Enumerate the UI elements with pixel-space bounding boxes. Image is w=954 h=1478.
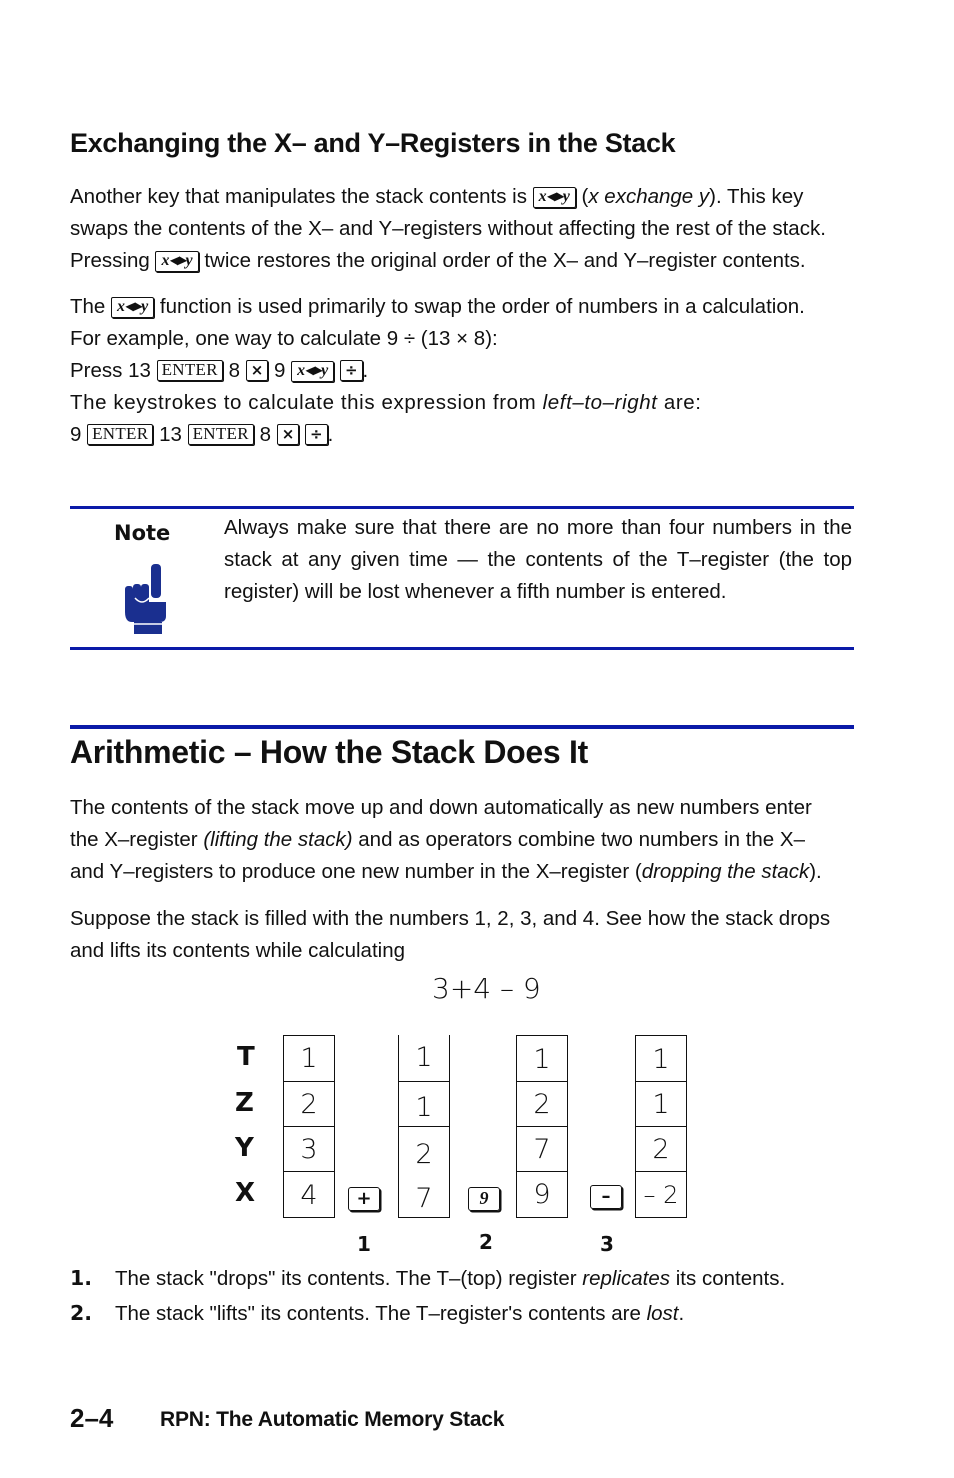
paragraph bbox=[70, 903, 870, 967]
stack-cell: 1 bbox=[398, 1035, 450, 1082]
xy-swap-key: x◂▸y bbox=[111, 297, 154, 318]
xy-swap-key: x◂▸y bbox=[291, 361, 334, 382]
enter-key: ENTER bbox=[157, 360, 223, 381]
step-number: 2 bbox=[479, 1230, 493, 1254]
text-line: and lifts its contents while calculating bbox=[70, 939, 406, 962]
stack-cell: 1 bbox=[283, 1035, 335, 1082]
minus-key: – bbox=[590, 1185, 622, 1209]
text-line: For example, one way to calculate 9 ÷ (13 × 8): bbox=[70, 327, 498, 350]
text-line: and Y–registers to produce one new number in the X–register (dropping the stack). bbox=[70, 860, 822, 883]
xy-swap-key: x◂▸y bbox=[533, 187, 576, 208]
section-heading: Exchanging the X– and Y–Registers in the Stack bbox=[70, 128, 676, 158]
note-top-rule bbox=[70, 506, 854, 509]
paragraph bbox=[70, 792, 870, 888]
keystroke-line: 9 ENTER 13 ENTER 8 × ÷ . bbox=[70, 423, 334, 446]
text-line: Pressing x◂▸y twice restores the original order of the X– and Y–register contents. bbox=[70, 249, 806, 272]
stack-cell: 1 bbox=[516, 1035, 568, 1082]
text-line: Suppose the stack is filled with the numbers 1, 2, 3, and 4. See how the stack drops bbox=[70, 907, 831, 930]
stack-cell: 1 bbox=[635, 1081, 687, 1127]
text-line: The x◂▸y function is used primarily to swap the order of numbers in a calculation. bbox=[70, 295, 805, 318]
register-label-z: Z bbox=[235, 1088, 254, 1118]
stack-cell: 9 bbox=[516, 1171, 568, 1218]
nine-key: 9 bbox=[468, 1187, 500, 1211]
step-number: 1 bbox=[357, 1232, 371, 1256]
register-label-x: X bbox=[235, 1178, 256, 1208]
multiply-key: × bbox=[246, 360, 269, 381]
list-number: 1. bbox=[70, 1266, 93, 1290]
stack-cell: 2 bbox=[635, 1126, 687, 1172]
step-number: 3 bbox=[600, 1232, 614, 1256]
text-line: The contents of the stack move up and down automatically as new numbers enter bbox=[70, 796, 812, 819]
section-rule bbox=[70, 725, 854, 729]
page-number: 2–4 bbox=[70, 1403, 114, 1433]
stack-cell: – 2 bbox=[635, 1171, 687, 1218]
text-line: Another key that manipulates the stack contents is x◂▸y (x exchange y). This key bbox=[70, 185, 804, 208]
enter-key: ENTER bbox=[188, 424, 254, 445]
stack-cell: 4 bbox=[283, 1171, 335, 1218]
stack-cell: 2 bbox=[516, 1081, 568, 1127]
divide-key: ÷ bbox=[340, 360, 363, 381]
section-heading: Arithmetic – How the Stack Does It bbox=[70, 734, 588, 770]
expression: 3+4 – 9 bbox=[432, 972, 541, 1005]
paragraph bbox=[70, 181, 870, 277]
xy-swap-key: x◂▸y bbox=[155, 251, 198, 272]
footer-title: RPN: The Automatic Memory Stack bbox=[160, 1408, 505, 1431]
paragraph bbox=[70, 291, 870, 451]
text-line: The keystrokes to calculate this expression from left–to–right are: bbox=[70, 391, 702, 414]
stack-cell: 7 bbox=[398, 1171, 450, 1218]
stack-cell: 7 bbox=[516, 1126, 568, 1172]
stack-cell: 2 bbox=[398, 1126, 450, 1172]
text-line: the X–register (lifting the stack) and as operators combine two numbers in the X– bbox=[70, 828, 805, 851]
stack-cell: 2 bbox=[283, 1081, 335, 1127]
keystroke-line: Press 13 ENTER 8 × 9 x◂▸y ÷ . bbox=[70, 359, 369, 382]
register-label-t: T bbox=[237, 1042, 255, 1072]
stack-cell: 1 bbox=[635, 1035, 687, 1082]
list-number: 2. bbox=[70, 1301, 93, 1325]
register-label-y: Y bbox=[235, 1133, 254, 1163]
note-text: Always make sure that there are no more than four numbers in the stack at any given time — the contents of the T–register (the top register) will be lost whenever a fifth number is entered. bbox=[224, 516, 852, 603]
hand-pointer-icon bbox=[120, 562, 172, 636]
list-item: 1. The stack "drops" its contents. The T–(top) register replicates its contents. bbox=[70, 1266, 786, 1290]
note-label: Note bbox=[114, 521, 171, 545]
enter-key: ENTER bbox=[87, 424, 153, 445]
stack-cell: 1 bbox=[398, 1081, 450, 1127]
note-bottom-rule bbox=[70, 647, 854, 650]
text-line: swaps the contents of the X– and Y–registers without affecting the rest of the stack. bbox=[70, 217, 826, 240]
divide-key: ÷ bbox=[305, 424, 328, 445]
plus-key: + bbox=[348, 1187, 380, 1211]
multiply-key: × bbox=[277, 424, 300, 445]
list-item: 2. The stack "lifts" its contents. The T–register's contents are lost. bbox=[70, 1301, 685, 1325]
stack-cell: 3 bbox=[283, 1126, 335, 1172]
